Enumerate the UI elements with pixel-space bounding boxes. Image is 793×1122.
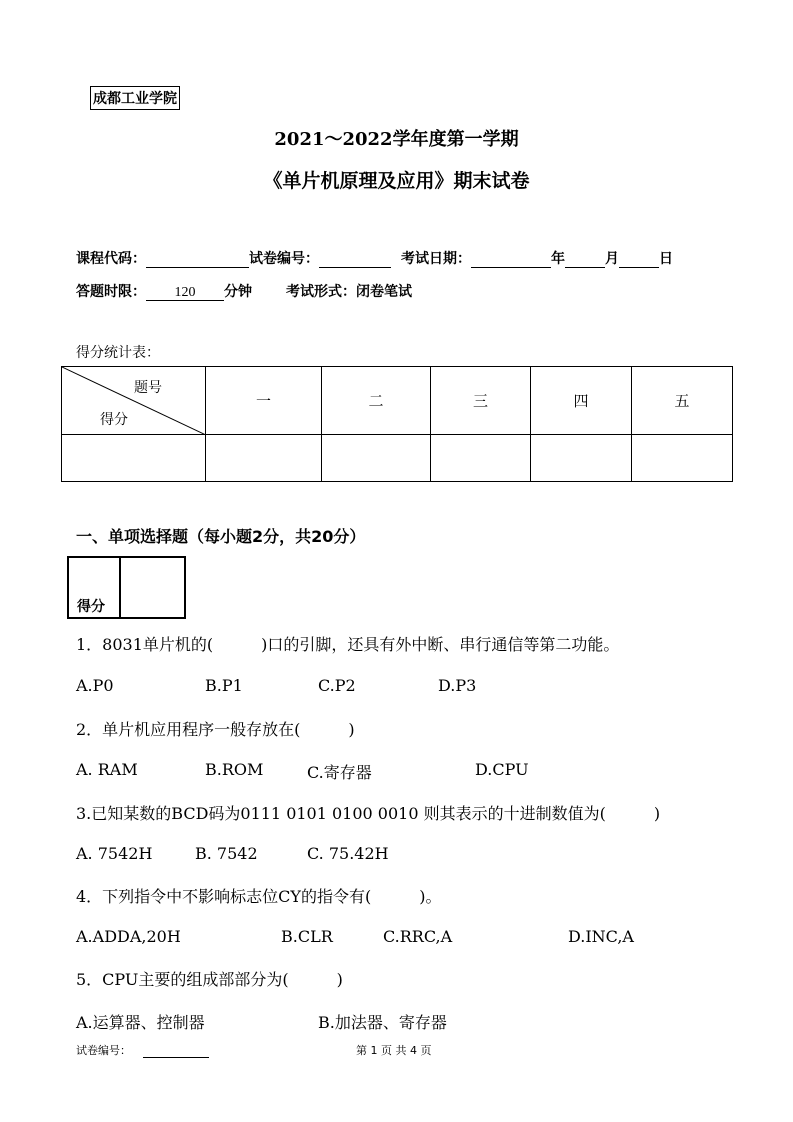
question-1: 1．8031单片机的( )口的引脚，还具有外中断、串行通信等第二功能。 [76, 635, 620, 654]
question-2: 2．单片机应用程序一般存放在( ) [76, 720, 355, 739]
score-cell[interactable] [206, 435, 322, 482]
footer-paper-no-label: 试卷编号： [76, 1044, 131, 1057]
q1-option-c: C.P2 [318, 676, 356, 695]
score-col-header: 三 [431, 367, 531, 435]
score-box-divider [119, 558, 121, 617]
paper-no-blank [319, 252, 391, 268]
paper-no-label: 试卷编号： [249, 251, 319, 267]
score-cell[interactable] [322, 435, 431, 482]
term-title: 2021～2022学年度第一学期 [274, 129, 519, 150]
q4-option-d: D.INC,A [568, 927, 634, 946]
score-cell[interactable] [531, 435, 632, 482]
duration-unit: 分钟 [224, 284, 252, 300]
q3-option-c: C. 75.42H [307, 844, 389, 863]
institution-box: 成都工业学院 [90, 86, 180, 110]
score-cell[interactable] [62, 435, 206, 482]
q5-option-a: A.运算器、控制器 [76, 1013, 205, 1032]
question-4: 4．下列指令中不影响标志位CY的指令有( )。 [76, 887, 442, 906]
section-score-box [67, 556, 186, 619]
q4-option-c: C.RRC,A [383, 927, 453, 946]
day-label: 日 [659, 251, 673, 267]
score-table-corner [62, 367, 206, 435]
footer-page-info: 第 1 页 共 4 页 [356, 1044, 432, 1057]
q5-option-b: B.加法器、寄存器 [318, 1013, 447, 1032]
question-5: 5．CPU主要的组成部部分为( ) [76, 970, 343, 989]
score-col-header: 二 [322, 367, 431, 435]
q3-option-b: B. 7542 [195, 844, 258, 863]
exam-title: 《单片机原理及应用》期末试卷 [263, 170, 530, 192]
year-blank [471, 252, 551, 268]
score-cell[interactable] [632, 435, 733, 482]
q4-option-a: A.ADDA,20H [76, 927, 181, 946]
score-cell[interactable] [431, 435, 531, 482]
section-score-label: 得分 [77, 599, 105, 615]
exam-date-label: 考试日期： [401, 251, 471, 267]
q1-option-d: D.P3 [438, 676, 477, 695]
q2-option-a: A. RAM [76, 760, 138, 779]
q3-option-a: A. 7542H [76, 844, 153, 863]
q1-option-a: A.P0 [76, 676, 114, 695]
q1-option-b: B.P1 [205, 676, 243, 695]
day-blank [619, 252, 659, 268]
section-1-title: 一、单项选择题（每小题2分，共20分） [76, 527, 366, 546]
course-code-blank [146, 252, 249, 268]
info-line-1 [76, 248, 673, 268]
q2-option-c: C.寄存器 [307, 763, 372, 782]
question-3: 3.已知某数的BCD码为0111 0101 0100 0010 则其表示的十进制数值为( ) [76, 804, 661, 823]
info-line-2 [76, 281, 412, 301]
q2-option-d: D.CPU [475, 760, 529, 779]
month-blank [565, 252, 605, 268]
score-col-header: 一 [206, 367, 322, 435]
score-col-header: 五 [632, 367, 733, 435]
corner-score-label: 得分 [100, 412, 128, 428]
score-col-header: 四 [531, 367, 632, 435]
duration-value: 120 [146, 285, 224, 301]
duration-label: 答题时限： [76, 284, 146, 300]
footer-paper-no-blank [143, 1046, 209, 1058]
month-label: 月 [605, 251, 619, 267]
corner-question-label: 题号 [134, 380, 162, 396]
q4-option-b: B.CLR [281, 927, 333, 946]
year-label: 年 [551, 251, 565, 267]
score-table [61, 366, 733, 482]
footer-paper-no [76, 1042, 209, 1058]
q2-option-b: B.ROM [205, 760, 264, 779]
exam-form: 考试形式：闭卷笔试 [286, 284, 412, 300]
score-table-caption: 得分统计表： [76, 345, 160, 361]
course-code-label: 课程代码： [76, 251, 146, 267]
